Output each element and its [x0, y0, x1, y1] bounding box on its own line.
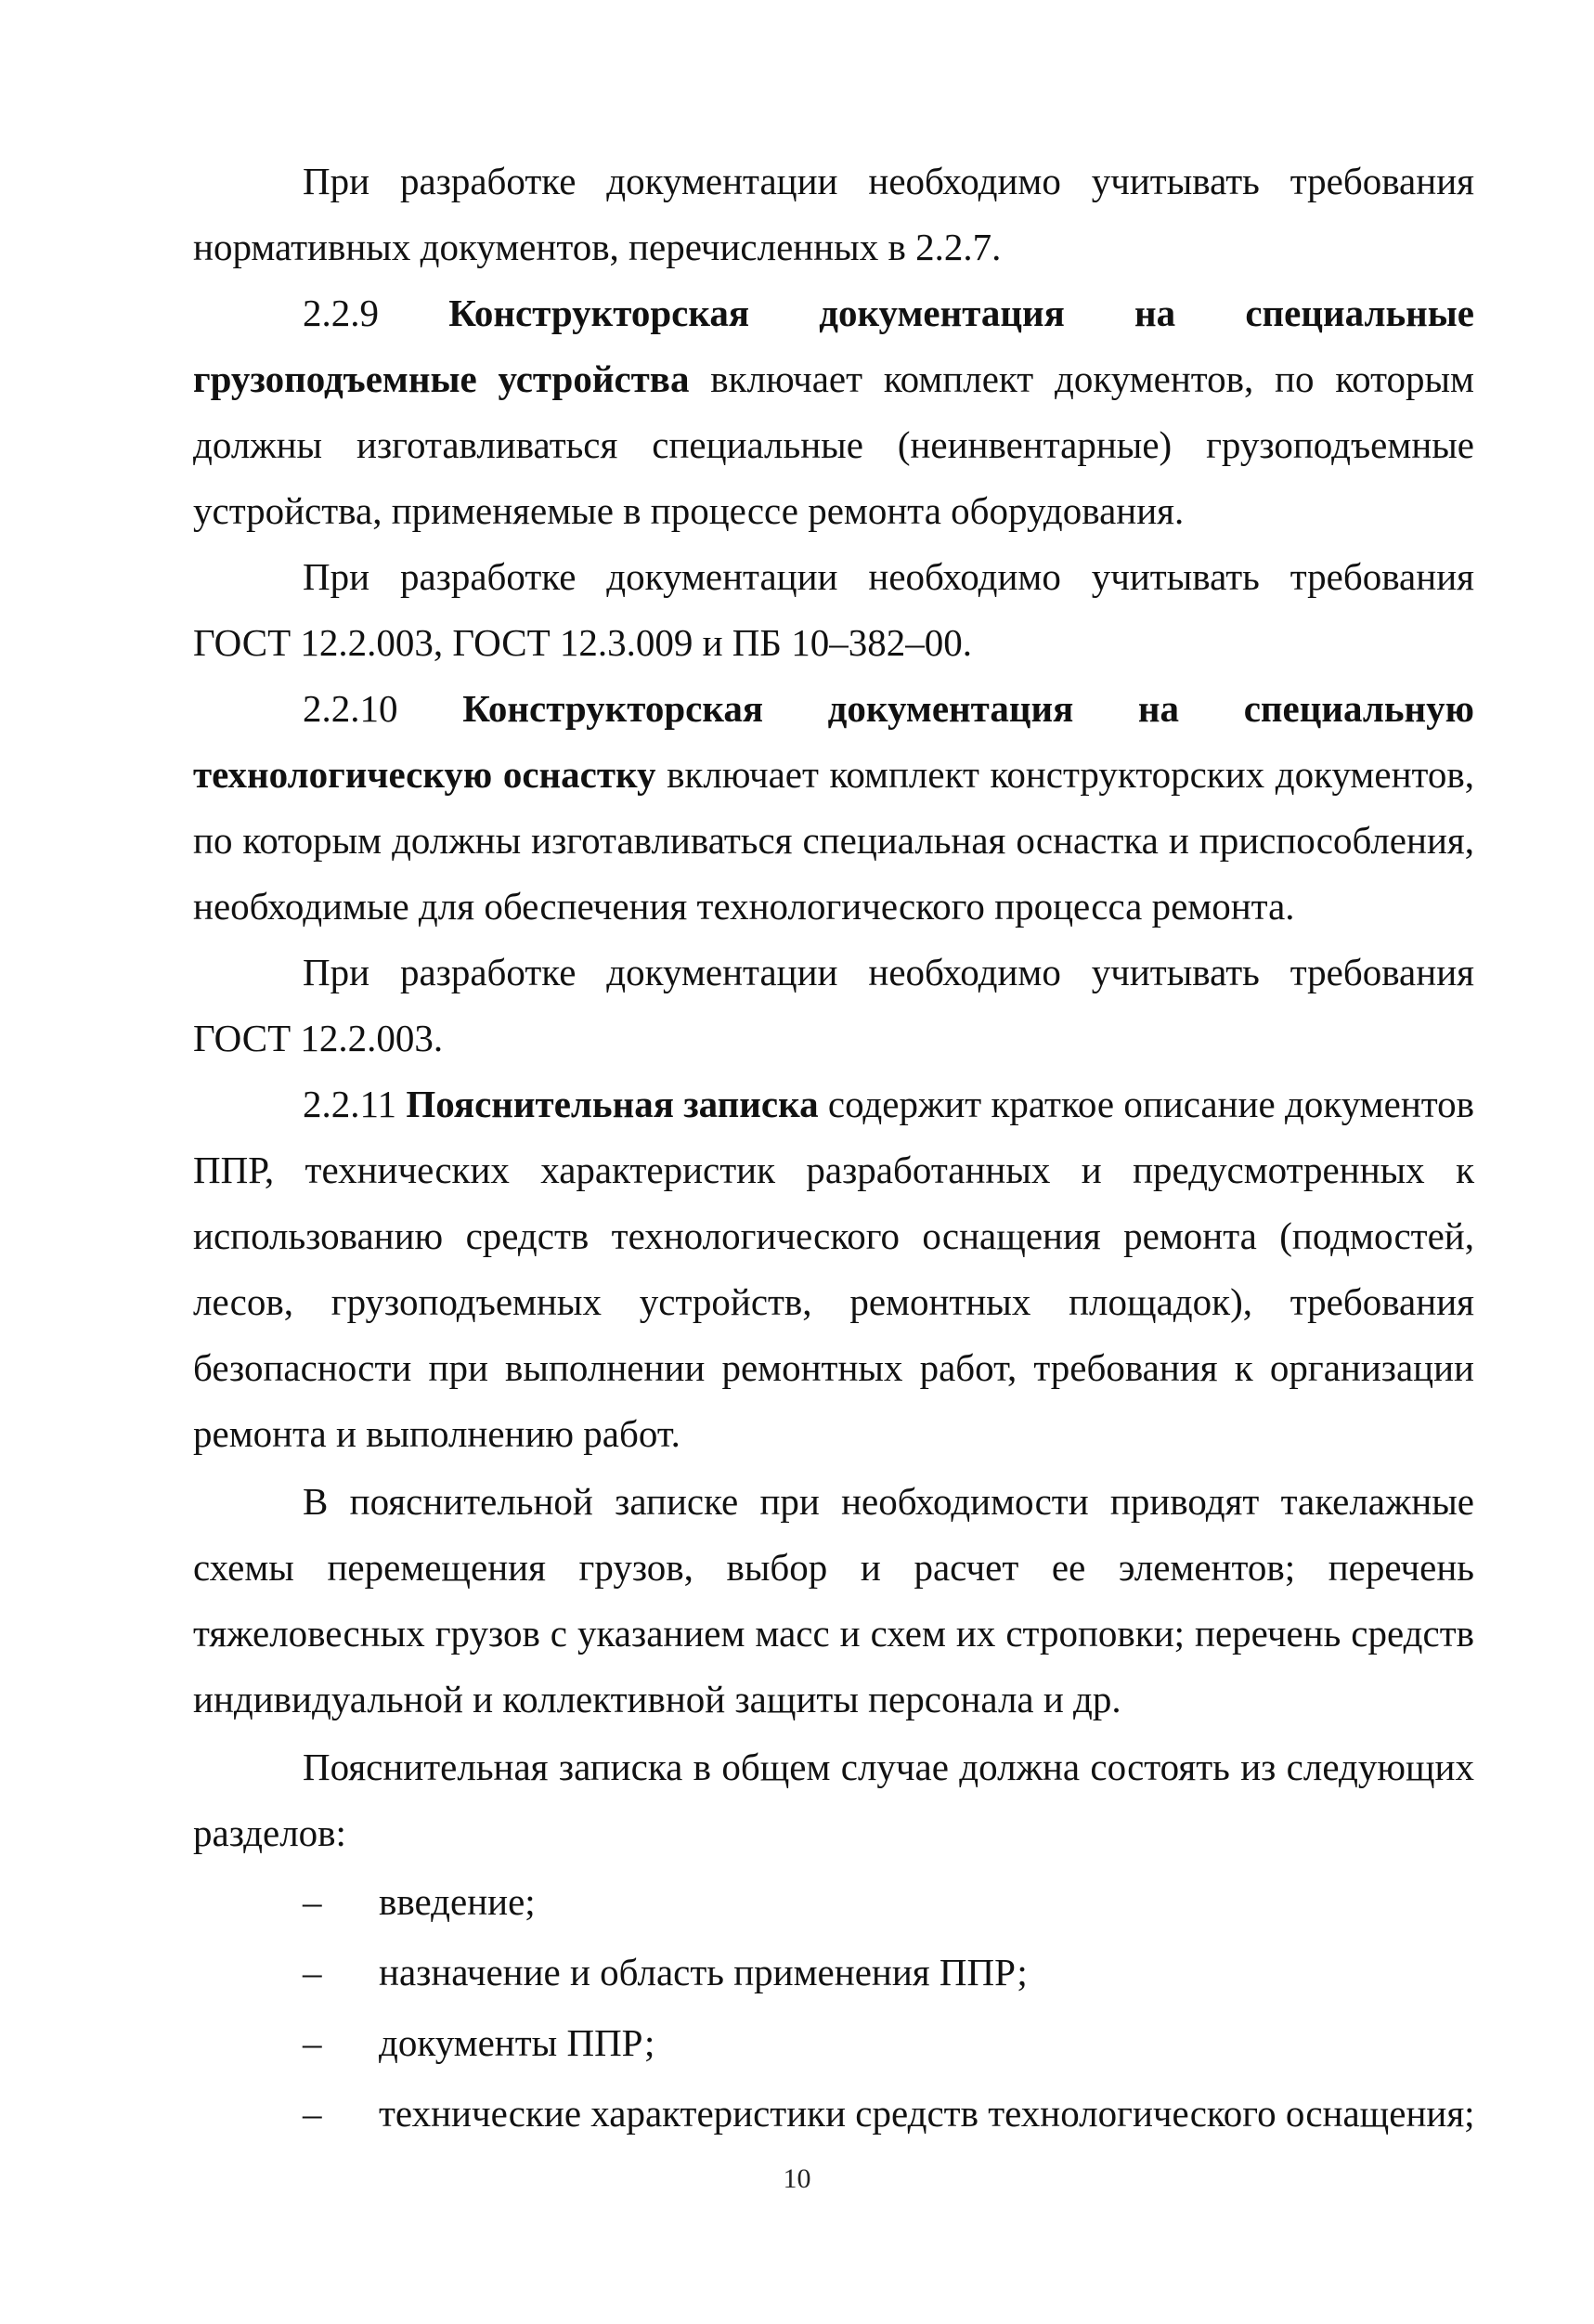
list-item [193, 2007, 1474, 2078]
list-marker: – [303, 1951, 322, 1993]
document-page [193, 149, 1474, 2149]
paragraph [193, 1734, 1474, 1866]
paragraph-text: содержит краткое описание документов ППР, технических характеристик разработанных и предусмотренных к использованию средств технологического оснащения ремонта (подмостей, лесов, грузоподъемных устройств, ремонтных площадок), требования безопасности при выполнении ремонтных работ, требования к организации ремонта и выполнению работ. [193, 1083, 1475, 1455]
list-item-text: технические характеристики средств технологического оснащения; [379, 2092, 1475, 2135]
list-marker: – [303, 2092, 322, 2135]
list-item-text: введение; [379, 1880, 536, 1923]
paragraph [193, 1071, 1474, 1467]
list-item [193, 1866, 1474, 1937]
list-marker: – [303, 1880, 322, 1923]
section-heading: Конструкторская документация на специальные грузоподъемные устройства [193, 292, 1475, 400]
paragraph [193, 940, 1474, 1071]
section-heading: Конструкторская документация на специальную технологическую оснастку [193, 687, 1474, 796]
paragraph-text: Пояснительная записка в общем случае должна состоять из следующих разделов: [193, 1746, 1474, 1854]
paragraph [193, 1469, 1474, 1733]
list-marker: – [303, 2021, 322, 2064]
list-item-text: документы ППР; [379, 2021, 655, 2064]
paragraph [193, 676, 1474, 940]
paragraph-text: В пояснительной записке при необходимости приводят такелажные схемы перемещения грузов, выбор и расчет ее элементов; перечень тяжеловесных грузов с указанием масс и схем их строповки; перечень средств индивидуальной и коллективной защиты персонала и др. [193, 1480, 1474, 1720]
paragraph-text: При разработке документации необходимо учитывать требования нормативных документов, перечисленных в 2.2.7. [193, 160, 1474, 268]
list-item [193, 2078, 1474, 2149]
paragraph-text: При разработке документации необходимо учитывать требования ГОСТ 12.2.003, ГОСТ 12.3.009 и ПБ 10–382–00. [193, 555, 1474, 664]
paragraph-text: При разработке документации необходимо учитывать требования ГОСТ 12.2.003. [193, 951, 1474, 1059]
paragraph [193, 280, 1474, 544]
section-number: 2.2.10 [303, 687, 463, 730]
section-heading: Пояснительная записка [406, 1083, 819, 1125]
section-number: 2.2.9 [303, 292, 449, 334]
list-item [193, 1937, 1474, 2007]
page-number: 10 [783, 2163, 811, 2194]
paragraph [193, 149, 1474, 280]
section-number: 2.2.11 [303, 1083, 407, 1125]
paragraph-text: включает комплект документов, по которым должны изготавливаться специальные (неинвентарные) грузоподъемные устройства, применяемые в процессе ремонта оборудования. [193, 357, 1474, 532]
paragraph [193, 544, 1474, 676]
section-list [193, 1866, 1474, 2149]
paragraph-text: включает комплект конструкторских документов, по которым должны изготавливаться специальная оснастка и приспособления, необходимые для обеспечения технологического процесса ремонта. [193, 753, 1474, 928]
list-item-text: назначение и область применения ППР; [379, 1951, 1028, 1993]
